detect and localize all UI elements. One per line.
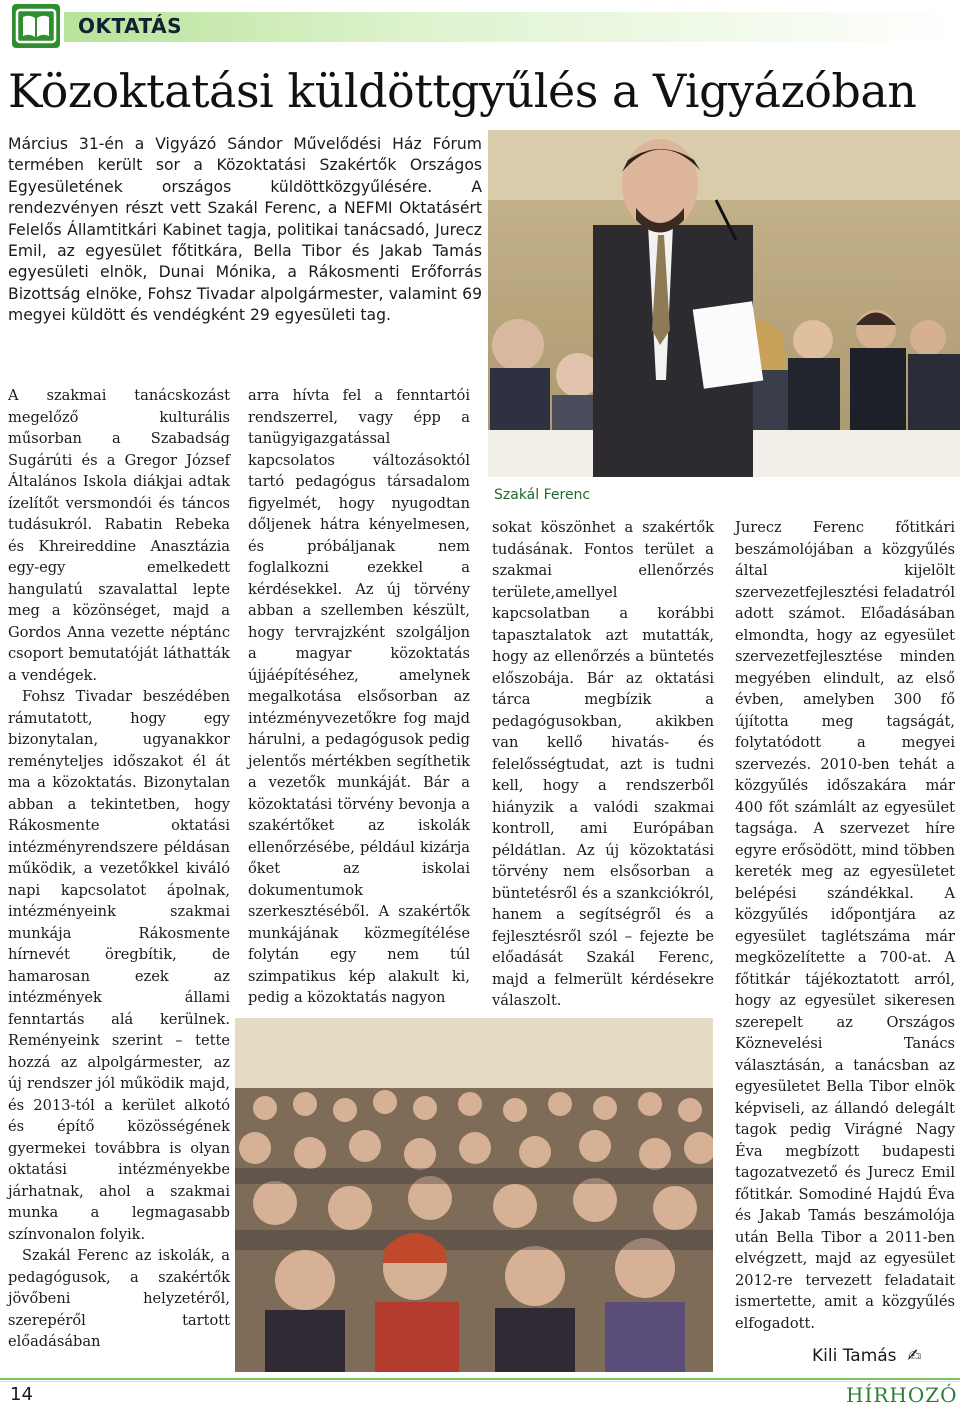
section-label: OKTATÁS [78,14,182,38]
article-column-4 [735,517,955,1334]
footer-rule [0,1378,960,1380]
article-column-1 [8,385,230,1353]
author-signature [812,1346,922,1366]
paragraph: sokat köszönhet a szakértők tudásának. Fontos terület a szakmai ellenőrzés területe,amellyel kapcsolatban a korábbi tapasztalatok azt mutatták, hogy az ellenőrzés a büntetés előszobája. Bár az oktatási tárca megbízik a pedagógusokban, akikben van kellő hivatás- és felelősségtudat, azt is tudni kell, hogy a rendszerből hiányzik a valódi szakmai kontroll, ami Európában példátlan. Az új közoktatási törvény nem elsősorban a büntetésről és a szankciókról, hanem a segítségről és a fejlesztésről szól – fejezte be előadását Szakál Ferenc, majd a felmerült kérdésekre válaszolt. [492,519,714,1009]
paragraph: A szakmai tanácskozást megelőző kulturális műsorban a Szabadság Sugárúti és a Gregor József Általános Iskola diákjai adtak ízelítőt versmondói és táncos tudásukról. Rabatin Rebeka és Khreireddine Anasztázia egy-egy emelkedett hangulatú szavalattal lepte meg a közönséget, majd a Gordos Anna vezette néptánc csoport bemutatóját láthatták a vendégek. [8,387,230,684]
paragraph: Szakál Ferenc az iskolák, a pedagógusok, a szakértők jövőbeni helyzetéről, szerepéről tartott előadásában [8,1247,230,1350]
article-column-2 [248,385,470,1009]
article-column-3 [492,517,714,1012]
paragraph: arra hívta fel a fenntartói rendszerrel, vagy épp a tanügyigazgatással kapcsolatos változásoktól tartó pedagógus társadalom figyelmét, hogy nyugodtan dőljenek hátra kényelmesen, és próbáljanak nem foglalkozni ezekkel a kérdésekkel. Az új törvény abban a szellemben készült, hogy tervrajzként szolgáljon a magyar közoktatás újjáépítéséhez, amelynek megalkotása elsősorban az intézményvezetőkre fog majd hárulni, a pedagógusok pedig jelentős mértékben segíthetik a vezetők munkáját. Bár a közoktatási törvény bevonja a szakértőket az iskolák ellenőrzésébe, például kizárja őket az iskolai dokumentumok szerkesztéséből. A szakértők munkájának közmegítélése folytán egy nem túl szimpatikus kép alakult ki, pedig a közoktatás nagyon [248,387,470,1006]
article-lead: Március 31-én a Vigyázó Sándor Művelődési Ház Fórum termében került sor a Közoktatási Szakértők Országos Egyesületének országos küldöttközgyűlésére. A rendezvényen részt vett Szakál Ferenc, a NEFMI Oktatásért Felelős Államtitkári Kabinet tagja, politikai tanácsadó, Jurecz Emil, az egyesület főtitkára, Bella Tibor és Jakab Tamás egyesületi elnök, Dunai Mónika, a Rákosmenti Erőforrás Bizottság elnöke, Fohsz Tivadar alpolgármester, valamint 69 megyei küldött és vendégként 29 egyesületi tag. [8,135,482,325]
photo-caption: Szakál Ferenc [494,487,591,503]
audience-photo [235,1018,713,1372]
speaker-photo [488,130,960,477]
publication-name: HÍRHOZÓ [846,1383,958,1407]
article-title: Közoktatási küldöttgyűlés a Vigyázóban [8,64,917,118]
section-label-band [64,12,960,42]
footer-rule-shadow [0,1381,960,1382]
page-number: 14 [10,1384,33,1405]
paragraph: Jurecz Ferenc főtitkári beszámolójában a közgyűlés által kijelölt szervezetfejlesztési feladatról adott számot. Előadásában elmondta, hogy az egyesület szervezetfejlesztése minden megyében elindult, az első évben, amelyben 300 fő újította meg tagságát, folytatódott a megyei szervezés. 2010-ben tehát a közgyűlés időszakára már 400 főt számlált az egyesület tagsága. A szervezet híre egyre erősödött, mind többen kereték meg az egyesületet belépési szándékkal. A közgyűlés időpontjára az egyesület taglétszáma már megközelítette a 700-at. A főtitkár tájékoztatott arról, hogy az egyesület sikeresen szerepelt az Országos Köznevelési Tanács választásán, a tanácsban az egyesületet Bella Tibor elnök képviseli, az állandó delegált tagok pedig Virágné Nagy Éva megbízott budapesti tagozatvezető és Jurecz Emil főtitkár. Somodiné Hajdú Éva és Jakab Tamás beszámolója után Bella Tibor a 2011-ben elvégzett, majd az egyesület 2012-re tervezett feladatait ismertette, amit a közgyűlés elfogadott. [735,519,955,1332]
pen-icon: ✍ [901,1346,922,1366]
book-icon [12,4,60,48]
author-name: Kili Tamás [812,1346,897,1366]
section-header [12,4,960,48]
paragraph: Fohsz Tivadar beszédében rámutatott, hogy egy bizonytalan, ugyanakkor reményteljes időszakot él át ma a közoktatás. Bizonytalan abban a tekintetben, hogy Rákosmente oktatási intézményrendszere példásan működik, a vezetőkkel kiváló napi kapcsolatot ápolnak, intézményeink szakmai munkája Rákosmente hírnevét öregbítik, de hamarosan ezek az intézmények állami fenntartás alá kerülnek. Reményeink szerint – tette hozzá az alpolgármester, az új rendszer jól működik majd, és 2013-tól a kerület alkotó és építő közösségének gyermekei továbbra is olyan oktatási intézményekbe járhatnak, ahol a szakmai munka a legmagasabb színvonalon folyik. [8,688,230,1243]
